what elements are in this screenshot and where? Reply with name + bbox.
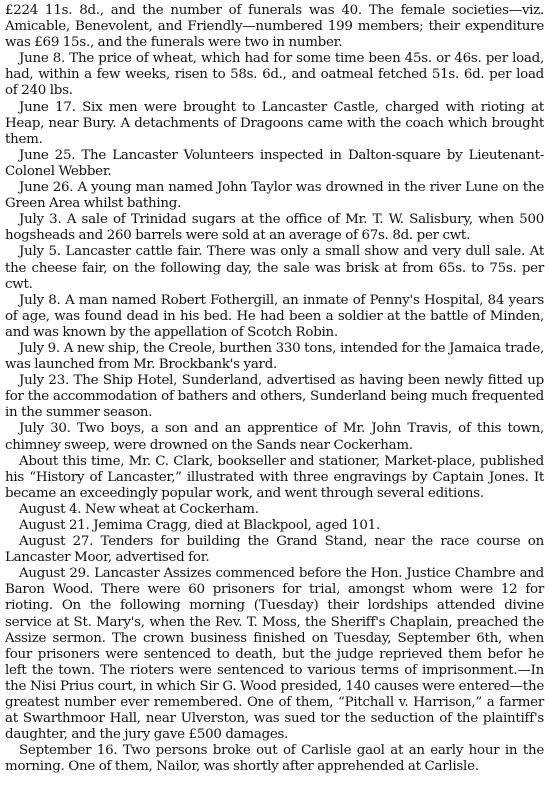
paragraph-june-26: June 26. A young man named John Taylor was drowned in the river Lune on the Green Area whilst bathing.	[5, 180, 544, 212]
paragraph-august-21: August 21. Jemima Cragg, died at Blackpool, aged 101.	[19, 518, 380, 533]
paragraph-june-8: June 8. The price of wheat, which had for some time been 45s. or 46s. per load, had, within a few weeks, risen to 58s. 6d., and oatmeal fetched 51s. 6d. per load of 240 lbs.	[5, 51, 544, 99]
paragraph-july-9: July 9. A new ship, the Creole, burthen 330 tons, intended for the Jamaica trade, was launched from Mr. Brockbank's yard.	[5, 340, 544, 373]
paragraph-august-27: August 27. Tenders for building the Grand Stand, near the race course on Lancaster Moor, advertised for.	[5, 534, 544, 566]
paragraph-funerals: £224 11s. 8d., and the number of funerals was 40. The female societies—viz. Amicable, Benevolent, and Friendly—numbered 199 members; their expenditure was £69 15s., and the funerals were two in number.	[5, 3, 544, 51]
paragraph-august-29: August 29. Lancaster Assizes commenced before the Hon. Justice Chambre and Baron Wood. There were 60 prisoners for trial, amongst whom were 12 for rioting. On the following morning (Tuesday) their lordships attended divine service at St. Mary's, when the Rev. T. Moss, the Sheriff's Chaplain, preached the Assize sermon. The crown business finished on Tuesday, September 6th, when four prisoners were sentenced to death, but the judge reprieved them befor he left the town. The rioters were sentenced to various terms of imprisonment.—In the Nisi Prius court, in which Sir G. Wood presided, 140 causes were entered—the greatest number ever remembered. One of them, “Pitchall v. Harrison,” a farmer at Swarthmoor Hall, near Ulverston, was sued tor the seduction of the plaintiff's daughter, and the jury gave £500 damages.	[5, 566, 544, 743]
paragraph-july-8: July 8. A man named Robert Fothergill, an inmate of Penny's Hospital, 84 years of age, was found dead in his bed. He had been a soldier at the battle of Minden, and was known by the appellation of Scotch Robin.	[5, 292, 544, 340]
paragraph-history-of-lancaster: About this time, Mr. C. Clark, bookseller and stationer, Market-place, published his “History of Lancaster,” illustrated with three engravings by Captain Jones. It became an exceedingly popular work, and went through several editions.	[5, 453, 544, 501]
paragraph-june-17: June 17. Six men were brought to Lancaster Castle, charged with rioting at Heap, near Bury. A detachments of Dragoons came with the coach which brought them.	[5, 99, 544, 147]
paragraph-july-3: July 3. A sale of Trinidad sugars at the office of Mr. T. W. Salisbury, when 500 hogsheads and 260 barrels were sold at an average of 67s. 8d. per cwt.	[5, 212, 544, 244]
paragraph-july-5: July 5. Lancaster cattle fair. There was only a small show and very dull sale. At the cheese fair, on the following day, the sale was brisk at from 65s. to 75s. per cwt.	[5, 244, 544, 292]
paragraph-july-23: July 23. The Ship Hotel, Sunderland, advertised as having been newly fitted up for the accommodation of bathers and others, Sunderland being much frequented in the summer season.	[5, 373, 544, 421]
paragraph-september-16: September 16. Two persons broke out of Carlisle gaol at an early hour in the morning. One of them, Nailor, was shortly after apprehended at Carlisle.	[5, 743, 544, 775]
paragraph-july-30: July 30. Two boys, a son and an apprentice of Mr. John Travis, of this town, chimney sweep, were drowned on the Sands near Cockerham.	[5, 421, 544, 453]
paragraph-august-4: August 4. New wheat at Cockerham.	[19, 501, 259, 517]
paragraph-june-25: June 25. The Lancaster Volunteers inspected in Dalton-square by Lieutenant-Colonel Webber.	[5, 147, 544, 179]
